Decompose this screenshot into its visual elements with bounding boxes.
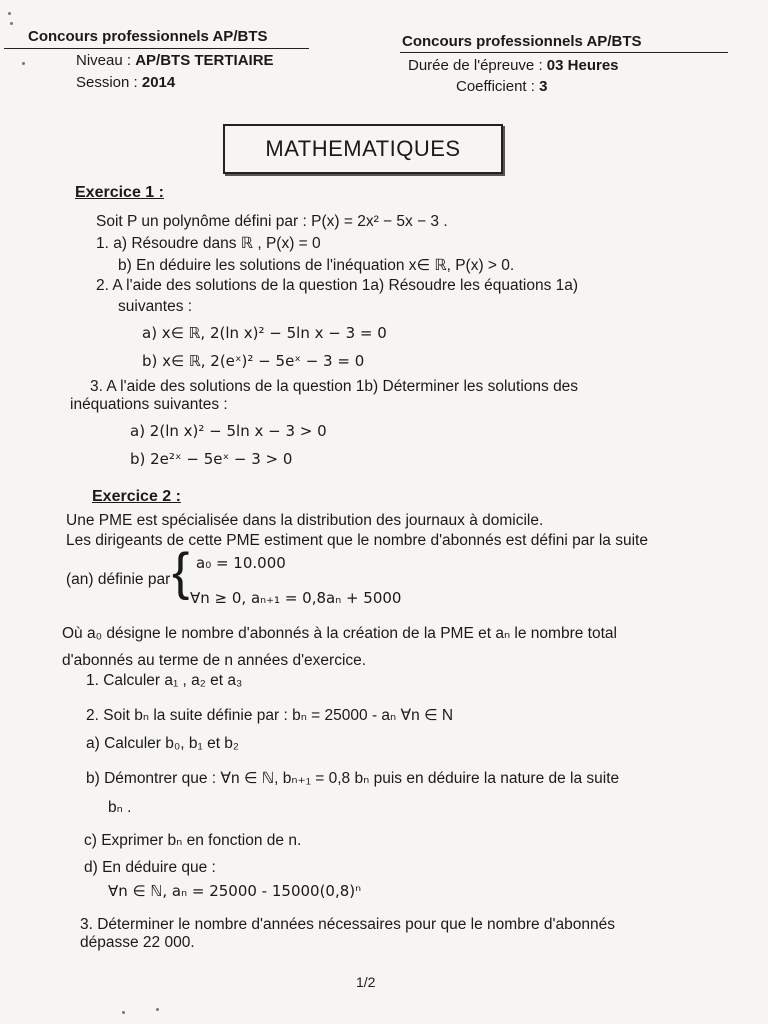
exercise2-line2: Les dirigeants de cette PME estiment que le nombre d'abonnés est défini par la suite xyxy=(66,532,648,549)
duree-value: 03 Heures xyxy=(546,57,619,74)
scan-speck xyxy=(10,22,13,25)
exercise1-q3-line2: inéquations suivantes : xyxy=(70,396,228,413)
exercise2-q2b: b) Démontrer que : ∀n ∈ ℕ, bₙ₊₁ = 0,8 bₙ puis en déduire la nature de la suite xyxy=(86,770,620,787)
exercise1-q2-line2: suivantes : xyxy=(118,298,193,315)
exercise1-q2a: a) x∈ ℝ, 2(ln x)² − 5ln x − 3 = 0 xyxy=(142,324,387,342)
exercise1-q2b: b) x∈ ℝ, 2(eˣ)² − 5eˣ − 3 = 0 xyxy=(142,352,365,370)
exercise2-q2c: c) Exprimer bₙ en fonction de n. xyxy=(84,832,302,849)
header-right-title: Concours professionnels AP/BTS xyxy=(402,33,642,50)
duree xyxy=(408,57,619,74)
exercise1-q3-line1: 3. A l'aide des solutions de la question 1b) Déterminer les solutions des xyxy=(90,378,579,395)
page-title-text: MATHEMATIQUES xyxy=(265,136,461,161)
coef-value: 3 xyxy=(539,78,548,95)
header-rule-left xyxy=(4,48,309,49)
coef-label: Coefficient : xyxy=(456,78,535,95)
exercise2-ou-line2: d'abonnés au terme de n années d'exercice. xyxy=(62,652,367,669)
page-title xyxy=(223,124,503,174)
header-rule-right xyxy=(400,52,728,53)
session xyxy=(76,74,175,91)
exercise2-q3-line2: dépasse 22 000. xyxy=(80,934,195,951)
exercise2-q2a: a) Calculer b₀, b₁ et b₂ xyxy=(86,735,239,752)
niveau-value: AP/BTS TERTIAIRE xyxy=(135,52,274,69)
exercise1-q3b: b) 2e²ˣ − 5eˣ − 3 > 0 xyxy=(130,450,293,468)
page-number: 1/2 xyxy=(356,974,376,990)
exercise1-title: Exercice 1 : xyxy=(75,184,164,201)
scan-speck xyxy=(22,62,25,65)
exercise2-q2: 2. Soit bₙ la suite définie par : bₙ = 25000 - aₙ ∀n ∈ N xyxy=(86,707,454,724)
session-value: 2014 xyxy=(141,74,176,91)
system-brace: { xyxy=(172,543,190,601)
exercise2-q2b-end: bₙ . xyxy=(108,799,132,816)
coefficient xyxy=(456,78,547,95)
session-label: Session : xyxy=(76,74,138,91)
exercise2-q2d-formula: ∀n ∈ ℕ, aₙ = 25000 - 15000(0,8)ⁿ xyxy=(108,882,362,900)
exercise1-q2-line1: 2. A l'aide des solutions de la question 1a) Résoudre les équations 1a) xyxy=(96,277,579,294)
exercise2-title: Exercice 2 : xyxy=(92,488,181,505)
exercise2-system-line2: ∀n ≥ 0, aₙ₊₁ = 0,8aₙ + 5000 xyxy=(190,589,402,607)
scan-speck xyxy=(156,1008,159,1011)
exercise2-q2d: d) En déduire que : xyxy=(84,859,216,876)
niveau-label: Niveau : xyxy=(76,52,132,69)
exercise1-q1a: 1. a) Résoudre dans ℝ , P(x) = 0 xyxy=(96,235,321,252)
exercise2-ou-line: Où a₀ désigne le nombre d'abonnés à la création de la PME et aₙ le nombre total xyxy=(62,625,617,642)
exercise2-q3-line1: 3. Déterminer le nombre d'années nécessaires pour que le nombre d'abonnés xyxy=(80,916,615,933)
exercise2-system-line1: a₀ = 10.000 xyxy=(196,554,286,572)
niveau xyxy=(76,52,274,69)
exercise1-q1b: b) En déduire les solutions de l'inéquation x∈ ℝ, P(x) > 0. xyxy=(118,257,515,274)
exercise1-intro: Soit P un polynôme défini par : P(x) = 2x² − 5x − 3 . xyxy=(96,213,448,230)
duree-label: Durée de l'épreuve : xyxy=(408,57,543,74)
header-left-title: Concours professionnels AP/BTS xyxy=(28,28,268,45)
scan-speck xyxy=(8,12,11,15)
exercise2-suite-label: (an) définie par xyxy=(66,571,171,588)
exercise2-q1: 1. Calculer a₁ , a₂ et a₃ xyxy=(86,672,243,689)
exercise1-q3a: a) 2(ln x)² − 5ln x − 3 > 0 xyxy=(130,422,327,440)
scan-speck xyxy=(122,1011,125,1014)
exercise2-line1: Une PME est spécialisée dans la distribution des journaux à domicile. xyxy=(66,512,544,529)
